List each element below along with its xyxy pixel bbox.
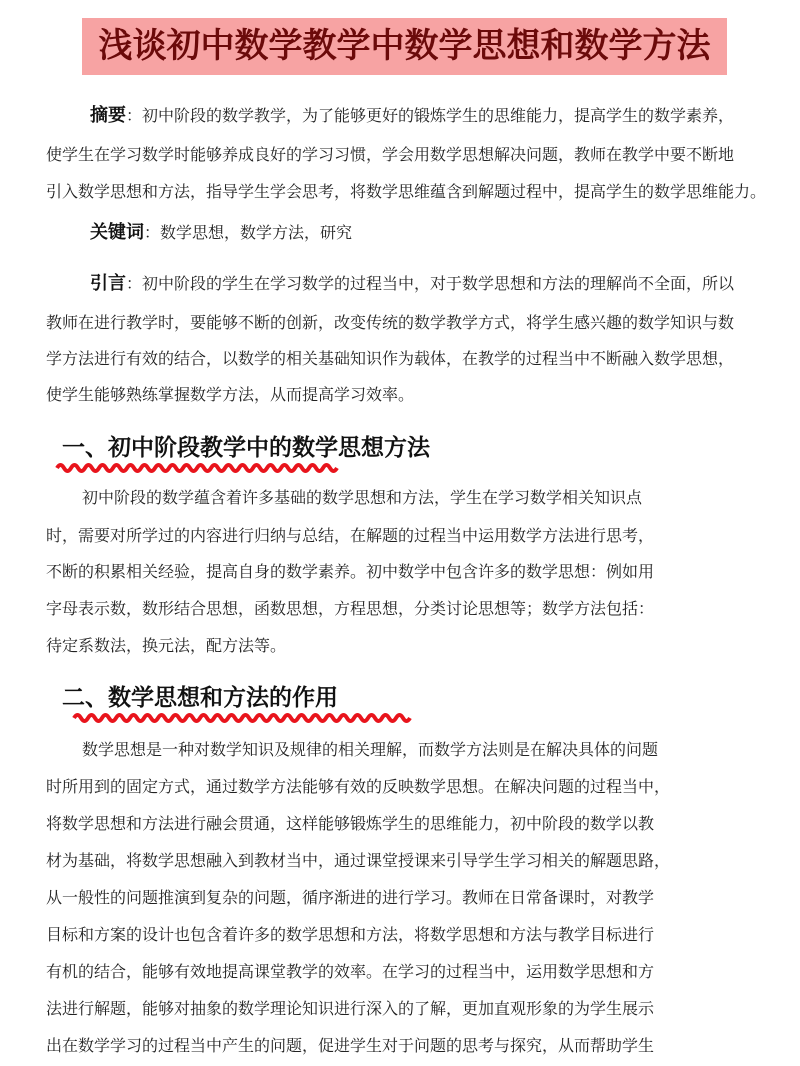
section1-line: 待定系数法，换元法，配方法等。 [46, 636, 287, 655]
section2-line: 数学思想是一种对数学知识及规律的相关理解，而数学方法则是在解决具体的问题 [82, 740, 659, 759]
section2-line: 出在数学学习的过程当中产生的问题，促进学生对于问题的思考与探究，从而帮助学生 [46, 1036, 655, 1055]
wavy-underline-1 [55, 460, 351, 476]
section1-line: 初中阶段的数学蕴含着许多基础的数学思想和方法，学生在学习数学相关知识点 [82, 488, 643, 507]
keywords-text: ：数学思想，数学方法，研究 [144, 223, 353, 242]
section2-line: 法进行解题，能够对抽象的数学理论知识进行深入的了解，更加直观形象的为学生展示 [46, 999, 655, 1018]
page-title: 浅谈初中数学教学中数学思想和数学方法 [98, 26, 711, 66]
intro-line: 使学生能够熟练掌握数学方法，从而提高学习效率。 [46, 385, 415, 404]
section1-line: 不断的积累相关经验，提高自身的数学素养。初中数学中包含许多的数学思想：例如用 [46, 562, 655, 581]
abstract-label: 摘要 [90, 105, 126, 126]
keywords-line [90, 221, 750, 245]
section-heading-2: 二、数学思想和方法的作用 [62, 685, 338, 711]
abstract-line: 使学生在学习数学时能够养成良好的学习习惯，学会用数学思想解决问题，教师在教学中要不断地 [46, 145, 735, 164]
title-banner [82, 18, 727, 75]
section2-line: 将数学思想和方法进行融会贯通，这样能够锻炼学生的思维能力，初中阶段的数学以教 [46, 814, 655, 833]
section1-line: 字母表示数，数形结合思想，函数思想，方程思想，分类讨论思想等；数学方法包括： [46, 599, 655, 618]
intro-label: 引言 [90, 273, 126, 294]
intro-line: 学方法进行有效的结合，以数学的相关基础知识作为载体，在教学的过程当中不断融入数学思想， [46, 349, 735, 368]
intro-line: 教师在进行教学时，要能够不断的创新，改变传统的数学教学方式，将学生感兴趣的数学知识与数 [46, 313, 735, 332]
intro-line [90, 272, 750, 296]
section1-line: 时，需要对所学过的内容进行归纳与总结，在解题的过程当中运用数学方法进行思考， [46, 526, 655, 545]
intro-text: ：初中阶段的学生在学习数学的过程当中，对于数学思想和方法的理解尚不全面，所以 [126, 274, 735, 293]
abstract-line: 引入数学思想和方法，指导学生学会思考，将数学思维蕴含到解题过程中，提高学生的数学思维能力。 [46, 182, 767, 201]
wavy-underline-2 [72, 710, 418, 726]
abstract-text: ：初中阶段的数学教学，为了能够更好的锻炼学生的思维能力，提高学生的数学素养， [126, 106, 735, 125]
abstract-line [90, 104, 750, 128]
section2-line: 目标和方案的设计也包含着许多的数学思想和方法，将数学思想和方法与教学目标进行 [46, 925, 655, 944]
section2-line: 时所用到的固定方式，通过数学方法能够有效的反映数学思想。在解决问题的过程当中， [46, 777, 671, 796]
keywords-label: 关键词 [90, 222, 144, 243]
section2-line: 从一般性的问题推演到复杂的问题，循序渐进的进行学习。教师在日常备课时，对教学 [46, 888, 655, 907]
section2-line: 有机的结合，能够有效地提高课堂教学的效率。在学习的过程当中，运用数学思想和方 [46, 962, 655, 981]
section2-line: 材为基础，将数学思想融入到教材当中，通过课堂授课来引导学生学习相关的解题思路， [46, 851, 671, 870]
section-heading-1: 一、初中阶段教学中的数学思想方法 [62, 435, 430, 461]
